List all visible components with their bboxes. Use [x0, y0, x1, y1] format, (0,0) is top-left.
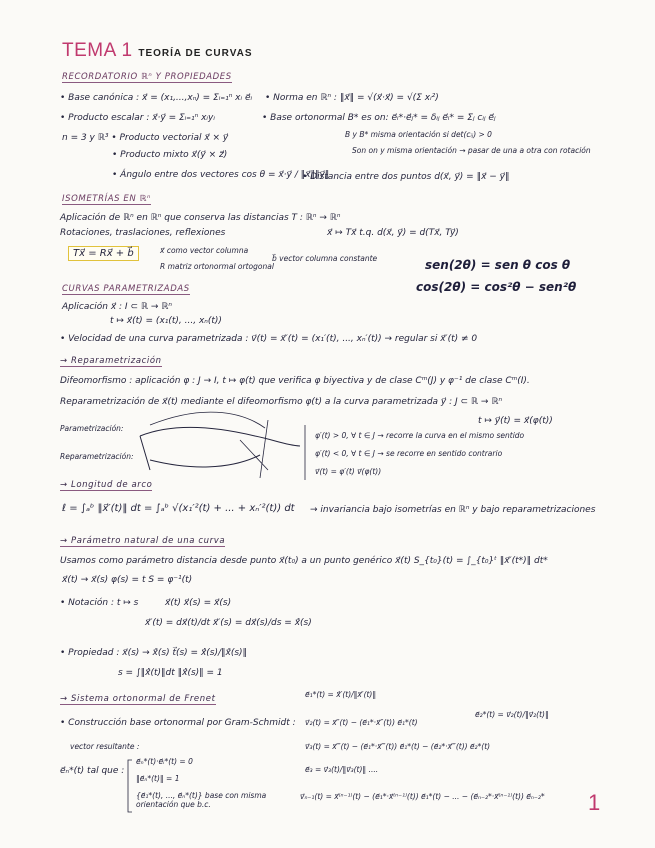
frenet-v2: v⃗₂(t) = x⃗″(t) − (e⃗₁*·x⃗″(t)) e⃗₁*(t): [305, 718, 418, 727]
norma: • Norma en ℝⁿ : ‖x⃗‖ = √(x⃗·x⃗) = √(Σ xᵢ²): [265, 93, 439, 103]
label-parametrizacion: Parametrización:: [60, 424, 124, 433]
section-heading-isometrias: ISOMETRÍAS EN ℝⁿ: [62, 194, 151, 204]
rotacion-note: Son on y misma orientación → pasar de una a otra con rotación: [352, 146, 591, 155]
producto-vectorial: n = 3 y ℝ³ • Producto vectorial x⃗ × y⃗: [62, 133, 229, 143]
velocidad: • Velocidad de una curva parametrizada : v⃗(t) = x⃗′(t) = (x₁′(t), ..., xₙ′(t)) → regular si x⃗′(t) ≠ 0: [60, 334, 478, 344]
base-ortonormal: • Base ortonormal B* es on: e⃗ᵢ*·e⃗ⱼ* = δᵢⱼ e⃗ᵢ* = Σⱼ cᵢⱼ e⃗ⱼ: [262, 113, 496, 123]
frenet-v3: v⃗₃(t) = x⃗‴(t) − (e⃗₁*·x⃗‴(t)) e⃗₁*(t) − (e⃗₂*·x⃗‴(t)) e⃗₂*(t): [305, 742, 491, 751]
section-heading-longitud: → Longitud de arco: [60, 480, 153, 490]
frenet-brace: [128, 760, 132, 812]
difeomorfismo: Difeomorfismo : aplicación φ : J → I, t ↦ φ(t) que verifica φ biyectiva y de clase Cᵐ(J) y φ⁻¹ de clase Cᵐ(I).: [60, 376, 530, 386]
vector-resultante: vector resultante :: [70, 742, 140, 751]
frenet-cond: e⃗ₙ*(t) tal que :: [60, 766, 125, 776]
angulo: • Ángulo entre dos vectores cos θ = x⃗·y⃗ / ‖x⃗‖‖y⃗‖: [112, 170, 330, 180]
parametro-usamos: Usamos como parámetro distancia desde punto x⃗(t₀) a un punto genérico x⃗(t) S_{t₀}(t) = ∫_{t₀}ᵗ ‖x⃗′(t*)‖ dt*: [60, 556, 548, 566]
section-heading-parametro-natural: → Parámetro natural de una curva: [60, 536, 226, 546]
notacion: • Notación : t ↦ s: [60, 598, 139, 608]
curvas-mapeo: t ↦ x⃗(t) = (x₁(t), ..., xₙ(t)): [110, 316, 222, 326]
misma-orientacion: B y B* misma orientación si det(cᵢⱼ) > 0: [345, 130, 492, 139]
base-canonica: • Base canónica : x⃗ = (x₁,...,xₙ) = Σᵢ₌₁ⁿ xᵢ e⃗ᵢ: [60, 93, 253, 103]
frenet-c1: e⃗ₙ*(t)·e⃗ᵢ*(t) = 0: [136, 757, 193, 766]
frenet-e2: e⃗₂*(t) = v⃗₂(t)/‖v⃗₂(t)‖: [475, 710, 549, 719]
longitud-invariancia: → invariancia bajo isometrías en ℝⁿ y bajo reparametrizaciones: [310, 505, 596, 515]
isometria-tipos: Rotaciones, traslaciones, reflexiones: [60, 228, 226, 238]
frenet-c2: ‖e⃗ₙ*(t)‖ = 1: [136, 774, 180, 783]
frenet-vn: v⃗ₙ₋₁(t) = x⃗⁽ⁿ⁻¹⁾(t) − (e⃗₁*·x⃗⁽ⁿ⁻¹⁾(t)) e⃗₁*(t) − ... − (e⃗ₙ₋₂*·x⃗⁽ⁿ⁻¹⁾(t)) e⃗ₙ₋₂*: [300, 792, 545, 801]
nota-r: R matriz ortonormal ortogonal: [160, 262, 274, 271]
derivadas: x⃗′(t) = dx⃗(t)/dt x⃗′(s) = dx⃗(s)/ds = ẋ⃗(s): [145, 618, 312, 628]
label-reparametrizacion: Reparametrización:: [60, 452, 134, 461]
frenet-c3: {e⃗₁*(t), ..., e⃗ₙ*(t)} base con misma orientación que b.c.: [136, 791, 267, 809]
param-axis: [140, 436, 150, 470]
producto-mixto: • Producto mixto x⃗(y⃗ × z⃗): [112, 150, 228, 160]
curve-line: [140, 427, 300, 446]
nota-x: x⃗ como vector columna: [160, 246, 249, 255]
parametro-relacion: x⃗(t) → x⃗(s) φ(s) = t S = φ⁻¹(t): [62, 575, 193, 585]
distancia: • Distancia entre dos puntos d(x⃗, y⃗) = ‖x⃗ − y⃗‖: [302, 172, 510, 182]
formula-sen2: sen(2θ) = sen θ cos θ: [425, 258, 571, 272]
section-heading-frenet: → Sistema ortonormal de Frenet: [60, 694, 216, 704]
section-heading-reparametrizacion: → Reparametrización: [60, 356, 162, 366]
section-heading-recordatorio: RECORDATORIO ℝⁿ Y PROPIEDADES: [62, 72, 232, 82]
frenet-e3: e⃗₃ = v⃗₃(t)/‖v⃗₃(t)‖ ....: [305, 765, 379, 774]
isometria-mapeo: x⃗ ↦ Tx⃗ t.q. d(x⃗, y⃗) = d(Tx⃗, Ty⃗): [327, 228, 459, 238]
frenet-construccion: • Construcción base ortonormal por Gram-Schmidt :: [60, 718, 296, 728]
notacion-2: x⃗(t) x⃗(s) = x⃗(s): [165, 598, 232, 608]
repar-curve: [150, 455, 260, 467]
caso-negativo: φ′(t) < 0, ∀ t ∈ J → se recorre en sentido contrario: [315, 449, 503, 458]
map-arrow-top: [150, 412, 265, 428]
page-number: 1: [588, 790, 601, 815]
longitud-formula: ℓ = ∫ₐᵇ ‖x⃗′(t)‖ dt = ∫ₐᵇ √(x₁′²(t) + ... + xₙ′²(t)) dt: [62, 503, 295, 514]
map-arrow-diag: [240, 440, 268, 470]
section-heading-curvas: CURVAS PARAMETRIZADAS: [62, 284, 190, 294]
velocidad-repar: v⃗(t) = φ′(t) v⃗(φ(t)): [315, 467, 382, 476]
producto-escalar: • Producto escalar : x⃗·y⃗ = Σᵢ₌₁ⁿ xᵢyᵢ: [60, 113, 215, 123]
frenet-e1: e⃗₁*(t) = ẋ⃗′(t)/‖x⃗′(t)‖: [305, 690, 377, 699]
isometria-definicion: Aplicación de ℝⁿ en ℝⁿ que conserva las distancias T : ℝⁿ → ℝⁿ: [60, 213, 341, 223]
formula-cos2: cos(2θ) = cos²θ − sen²θ: [416, 280, 577, 294]
title-main: TEMA 1: [62, 40, 133, 61]
isometria-formula: Tx⃗ = Rx⃗ + b⃗: [68, 246, 139, 261]
propiedad: • Propiedad : x⃗(s) → ẋ⃗(s) t⃗(s) = ẋ⃗(s)/‖ẋ⃗(s)‖: [60, 648, 248, 658]
title-sub: TEORÍA DE CURVAS: [138, 48, 253, 59]
propiedad-2: s = ∫‖ẋ⃗(t)‖dt ‖ẋ⃗(s)‖ = 1: [118, 668, 223, 678]
curvas-aplicacion: Aplicación x⃗ : I ⊂ ℝ → ℝⁿ: [62, 302, 172, 312]
caso-positivo: φ′(t) > 0, ∀ t ∈ J → recorre la curva en el mismo sentido: [315, 431, 525, 440]
nota-b: b⃗ vector columna constante: [272, 254, 378, 263]
reparametrizacion-def: Reparametrización de x⃗(t) mediante el difeomorfismo φ(t) a la curva parametrizada y⃗ : J ⊂ ℝ → ℝⁿ: [60, 397, 503, 407]
reparametrizacion-map: t ↦ y⃗(t) = x⃗(φ(t)): [478, 416, 553, 426]
